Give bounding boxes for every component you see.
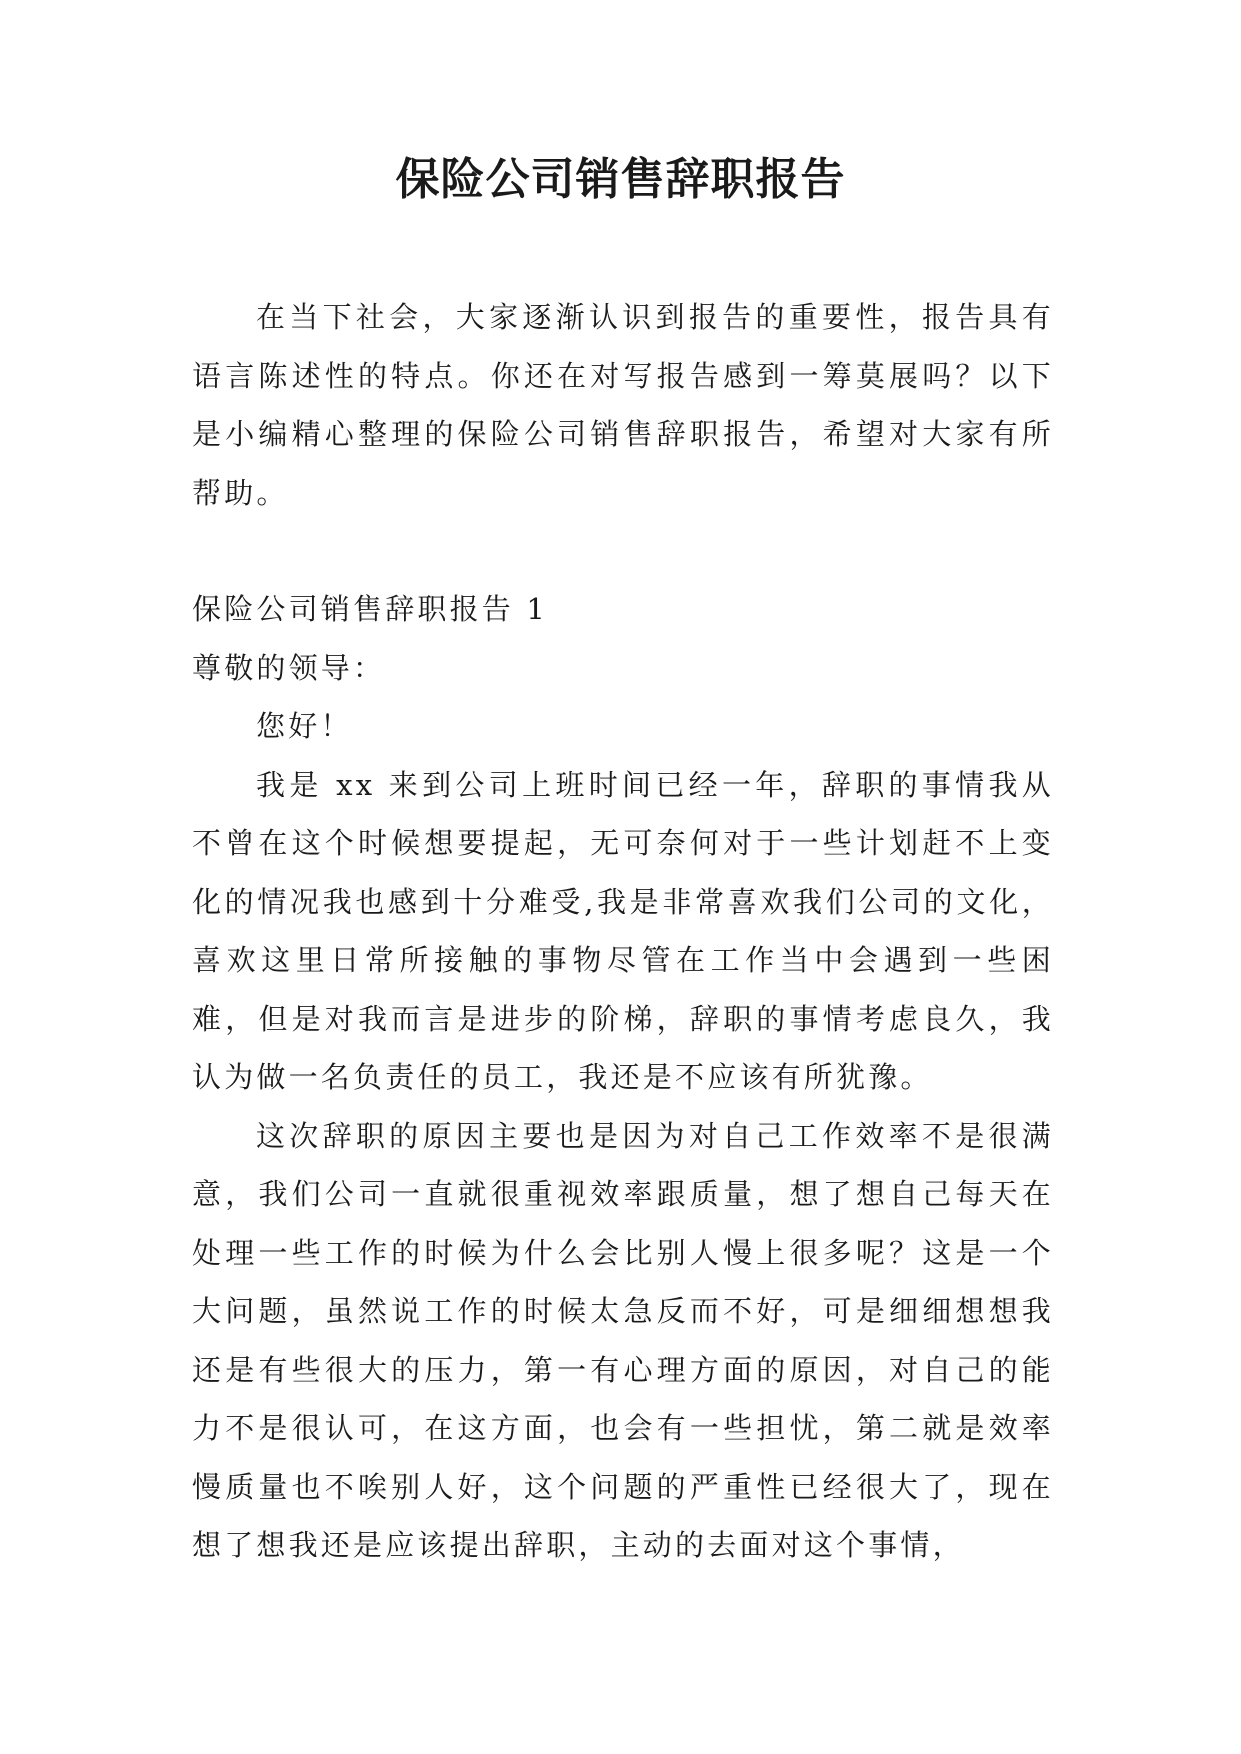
body-paragraph-1: 我是 xx 来到公司上班时间已经一年，辞职的事情我从不曾在这个时候想要提起，无可奈何对于一些计划赶不上变化的情况我也感到十分难受,我是非常喜欢我们公司的文化，喜欢这里日常所接触的事物尽管在工作当中会遇到一些困难，但是对我而言是进步的阶梯，辞职的事情考虑良久，我认为做一名负责任的员工，我还是不应该有所犹豫。 (192, 767, 1054, 1094)
section-heading: 保险公司销售辞职报告 1 (192, 592, 549, 626)
letter-block (192, 580, 1054, 1575)
document-title: 保险公司销售辞职报告 (395, 154, 846, 205)
intro-paragraph: 在当下社会，大家逐渐认识到报告的重要性，报告具有语言陈述性的特点。你还在对写报告感到一筹莫展吗？以下是小编精心整理的保险公司销售辞职报告，希望对大家有所帮助。 (192, 300, 1054, 510)
body-paragraph-2: 这次辞职的原因主要也是因为对自己工作效率不是很满意，我们公司一直就很重视效率跟质量，想了想自己每天在处理一些工作的时候为什么会比别人慢上很多呢？这是一个大问题，虽然说工作的时候太急反而不好，可是细细想想我还是有些很大的压力，第一有心理方面的原因，对自己的能力不是很认可，在这方面，也会有一些担忧，第二就是效率慢质量也不唉别人好，这个问题的严重性已经很大了，现在想了想我还是应该提出辞职，主动的去面对这个事情， (192, 1118, 1054, 1562)
salutation: 尊敬的领导： (192, 650, 386, 685)
greeting: 您好！ (256, 709, 353, 743)
intro-block (192, 288, 1054, 522)
